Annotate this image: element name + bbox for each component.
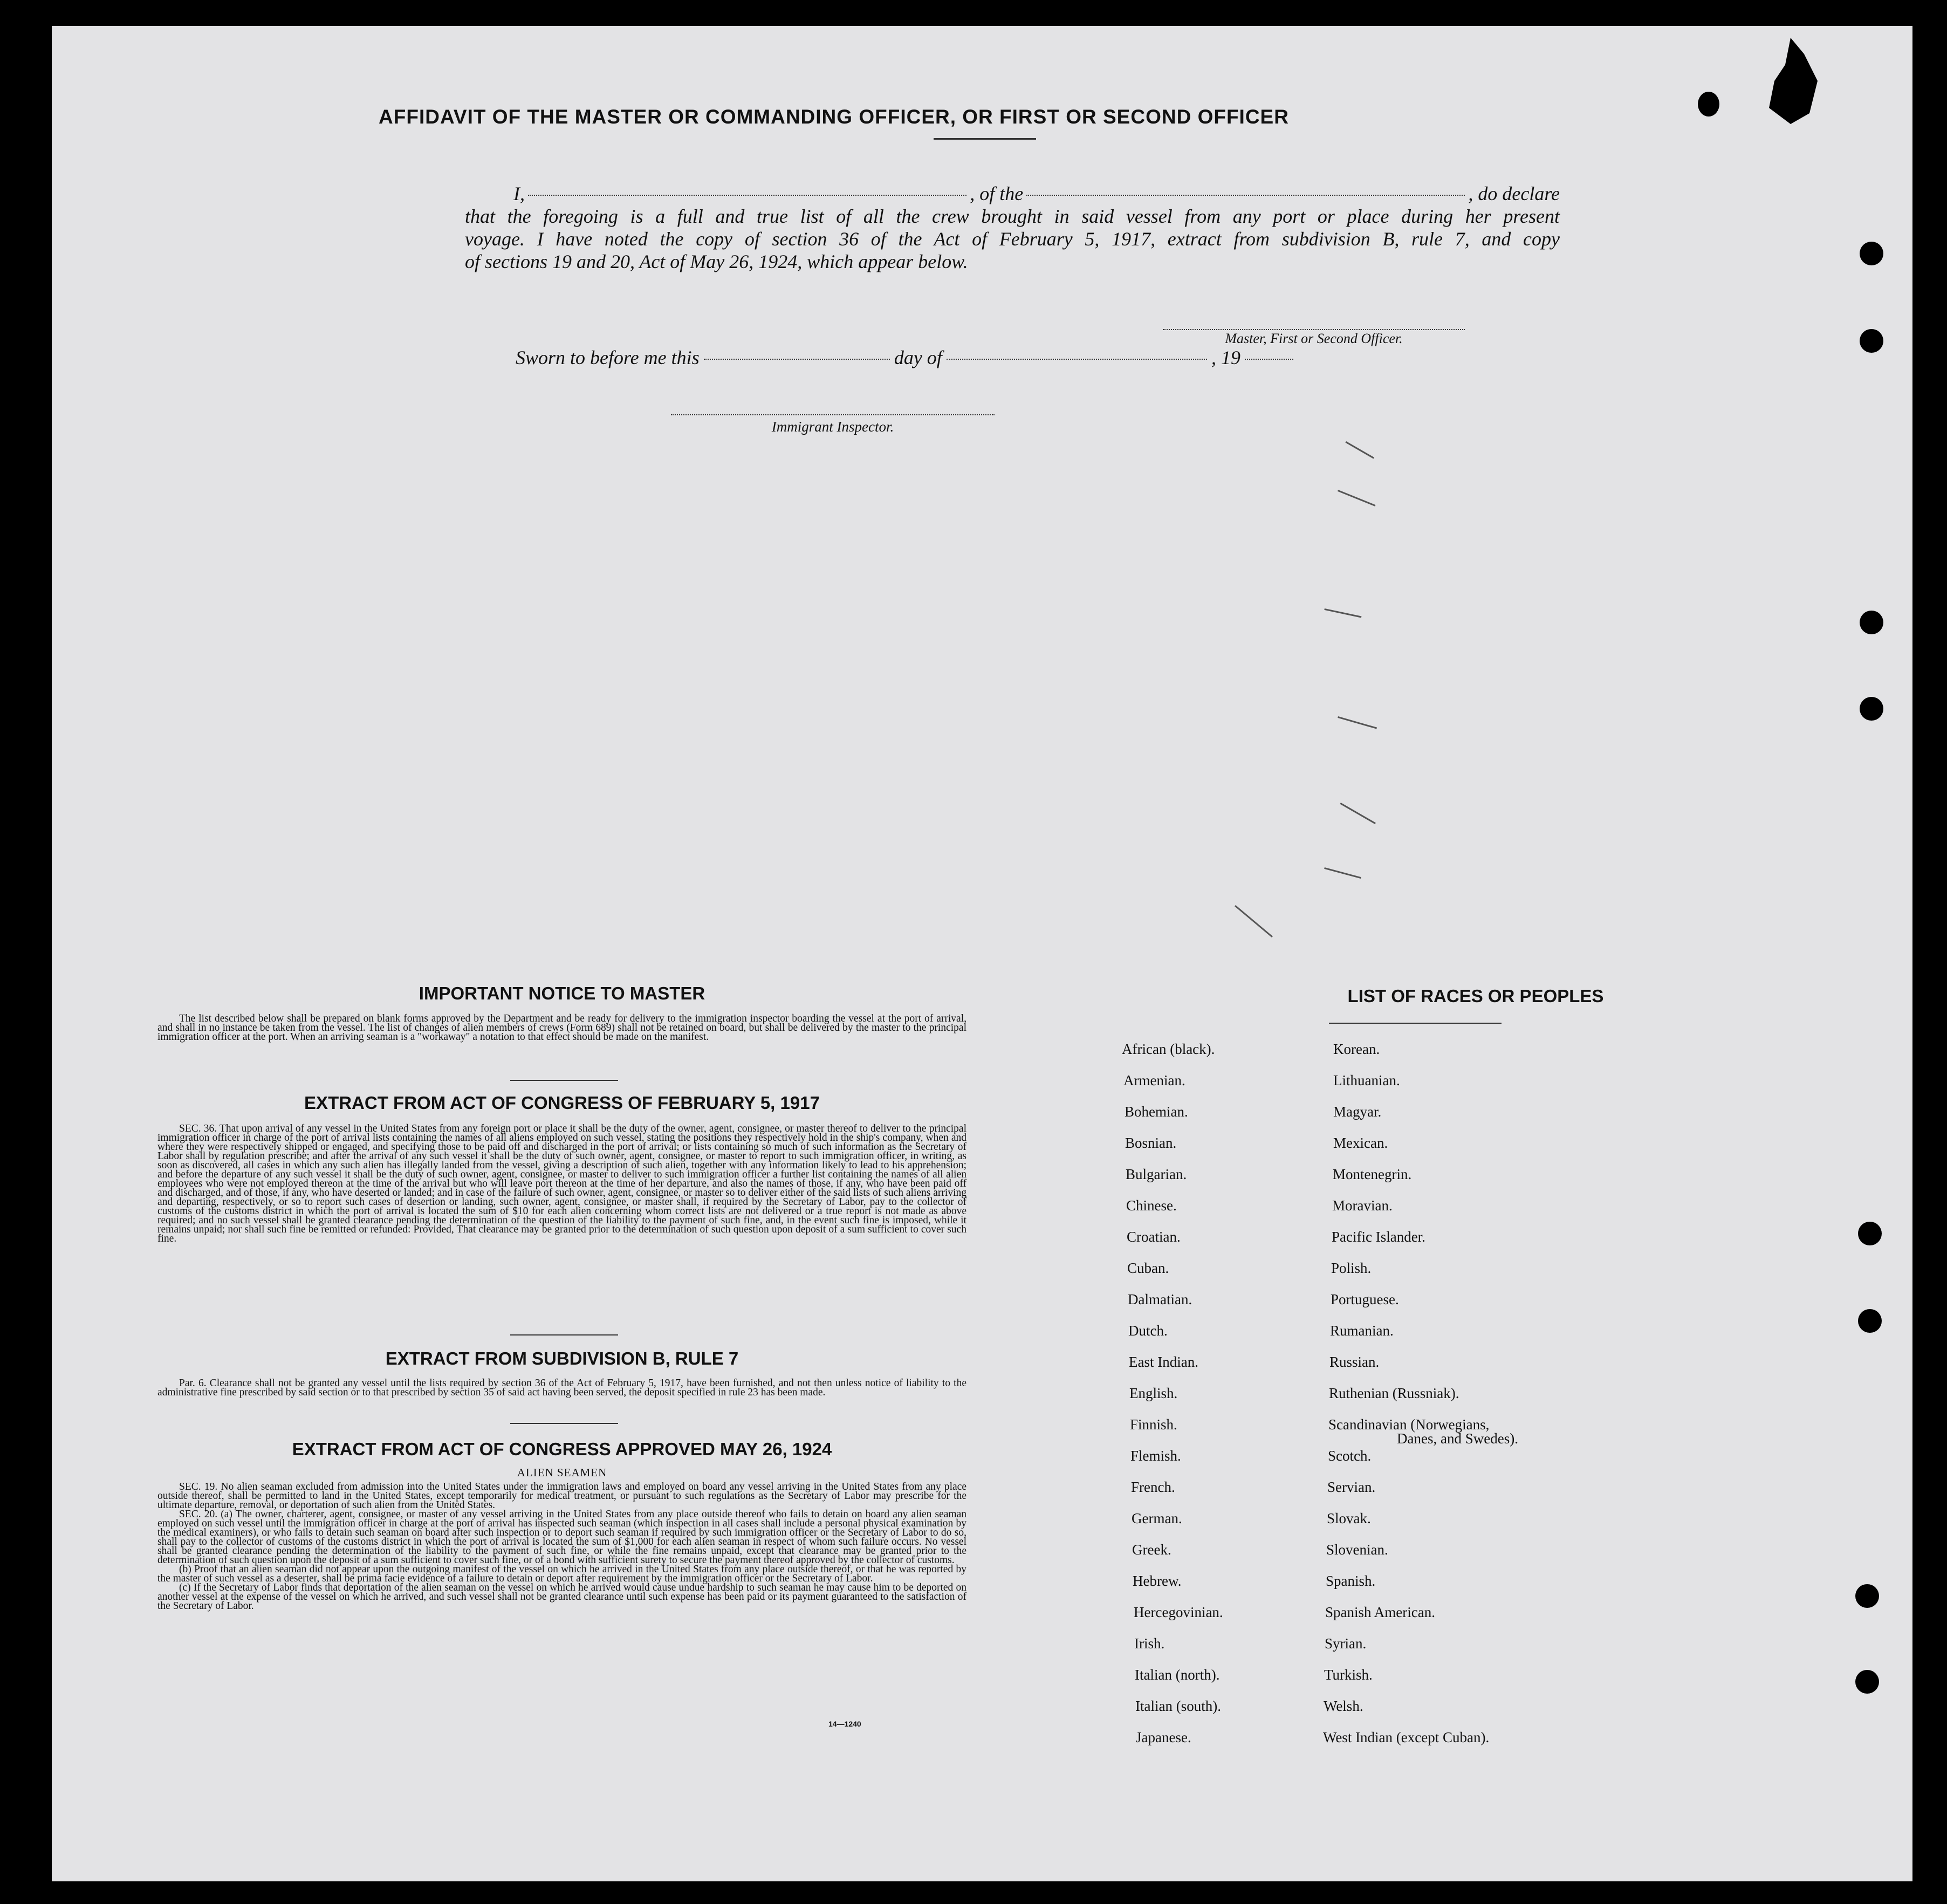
affidavit-line-2: that the foregoing is a full and true list of all the crew brought in said vessel from any port or place during her present [465, 206, 1560, 227]
punch-hole [1855, 1584, 1879, 1608]
punch-hole [1698, 92, 1719, 117]
race-item: Cuban. [1127, 1260, 1169, 1276]
race-item: African (black). [1122, 1041, 1215, 1057]
affidavit-of-the: , of the [970, 183, 1024, 204]
master-signature-label: Master, First or Second Officer. [1225, 331, 1403, 346]
document-sheet [52, 26, 1912, 1881]
affidavit-line-3: voyage. I have noted the copy of section 36 of the Act of February 5, 1917, extract from subdivision B, rule 7, and copy [465, 228, 1560, 250]
race-item: Korean. [1333, 1041, 1380, 1057]
race-item-continuation: Danes, and Swedes). [1397, 1430, 1518, 1447]
race-item: Italian (north). [1135, 1667, 1220, 1683]
pencil-mark [1338, 716, 1377, 729]
race-item: Syrian. [1325, 1635, 1367, 1652]
punch-hole [1860, 697, 1883, 721]
torn-corner [1758, 32, 1823, 129]
vessel-blank[interactable] [1026, 195, 1465, 196]
inspector-signature-line[interactable] [671, 414, 995, 415]
rule7-paragraph: Par. 6. Clearance shall not be granted any vessel until the lists required by section 36 of the Act of February 5, 1917, have been furnished, and not then unless notice of liability to the administrative fine prescribed by said section or to that prescribed by section 35 of said act having been served, the deposit specified in rule 23 has been made. [157, 1378, 966, 1398]
pencil-mark [1324, 608, 1361, 618]
race-item: Slovak. [1327, 1510, 1371, 1526]
races-title: LIST OF RACES OR PEOPLES [1347, 986, 1604, 1006]
punch-hole [1860, 329, 1883, 353]
affidavit-i: I, [513, 183, 525, 204]
rule7-title: EXTRACT FROM SUBDIVISION B, RULE 7 [385, 1348, 739, 1368]
race-item: Russian. [1329, 1354, 1380, 1370]
race-item: Spanish American. [1325, 1604, 1435, 1620]
section-20c-paragraph: (c) If the Secretary of Labor finds that deportation of the alien seaman on the vessel on which he arrived would cause undue hardship to such seaman he may cause him to be deported on another vessel at the expense of the vessel on which he arrived, and such vessel shall not be granted clearance until such expense has been paid or its payment guaranteed to the satisfaction of the Secretary of Labor. [157, 1582, 966, 1612]
inspector-signature-label: Immigrant Inspector. [771, 419, 894, 435]
race-item: Polish. [1331, 1260, 1372, 1276]
race-item: English. [1129, 1385, 1178, 1401]
section-36-paragraph: SEC. 36. That upon arrival of any vessel in the United States from any foreign port or place it shall be the duty of the owner, agent, consignee, or master thereof to deliver to the principal immigration officer in charge of the port of arrival lists containing the names of all aliens employed on such vessel, stating the positions they respectively hold in the ship's company, when and where they were respectively shipped or engaged, and specifying those to be paid off and discharged in the port of arrival; or lists containing so much of such information as the Secretary of Labor shall by regulation prescribe; and after the arrival of any such vessel it shall be the duty of such owner, agent, consignee, or master to report to such immigration officer, in writing, as soon as discovered, all cases in which any such alien has illegally landed from the vessel, giving a description of such alien, together with any information likely to lead to his apprehension; and before the departure of any such vessel it shall be the duty of such owner, agent, consignee, or master to deliver to such immigration officer a further list containing the names of all alien employees who were not employed thereon at the time of the arrival but who will leave port thereon at the time of her departure, and also the names of those, if any, who have been paid off and discharged, and of those, if any, who have deserted or landed; and in case of the failure of such owner, agent, consignee, or master so to deliver either of the said lists of such aliens arriving and departing, respectively, or so to report such cases of desertion or landing, such owner, agent, consignee, or master shall, if required by the Secretary of Labor, pay to the collector of customs of the customs district in which the port of arrival is located the sum of $10 for each alien concerning whom correct lists are not delivered or a true report is not made as above required; and no such vessel shall be granted clearance pending the determination of the question of the liability to the payment of such fine, and, in the event such fine is imposed, while it remains unpaid; nor shall such fine be remitted or refunded: Provided, That clearance may be granted prior to the determination of such question upon deposit of a sum sufficient to cover such fine. [157, 1123, 966, 1244]
sworn-year-prefix: , 19 [1211, 347, 1240, 368]
race-item: West Indian (except Cuban). [1323, 1729, 1490, 1745]
section-19-paragraph: SEC. 19. No alien seaman excluded from admission into the United States under the immigration laws and employed on board any vessel arriving in the United States from any place outside thereof, shall be permitted to land in the United States, except temporarily for medical treatment, or pursuant to such regulations as the Secretary of Labor may prescribe for the ultimate departure, removal, or deportation of such alien from the United States. [157, 1481, 966, 1511]
rule7-divider [510, 1423, 618, 1424]
race-item: Bosnian. [1125, 1135, 1177, 1151]
race-item: Scotch. [1328, 1448, 1372, 1464]
race-item: Servian. [1327, 1479, 1376, 1495]
act-1924-subtitle: ALIEN SEAMEN [517, 1466, 607, 1479]
sworn-day-of: day of [894, 347, 942, 368]
race-item: Mexican. [1333, 1135, 1388, 1151]
sworn-month-blank[interactable] [947, 359, 1207, 360]
race-item: Bulgarian. [1126, 1166, 1187, 1182]
rule7-body [157, 1379, 966, 1397]
notice-divider [510, 1080, 618, 1081]
race-item: Pacific Islander. [1332, 1229, 1425, 1245]
race-item: Finnish. [1130, 1416, 1177, 1433]
pencil-mark [1235, 905, 1273, 937]
race-item: Chinese. [1126, 1197, 1177, 1214]
act-1924-title: EXTRACT FROM ACT OF CONGRESS APPROVED MAY 26, 1924 [292, 1439, 832, 1459]
race-item: Portuguese. [1331, 1291, 1399, 1307]
race-item: Scandinavian (Norwegians, [1328, 1416, 1490, 1433]
race-item: Slovenian. [1326, 1542, 1388, 1558]
race-item: French. [1131, 1479, 1175, 1495]
act-1917-divider [510, 1334, 618, 1335]
race-item: Spanish. [1326, 1573, 1376, 1589]
race-item: Rumanian. [1330, 1323, 1394, 1339]
race-item: Ruthenian (Russniak). [1329, 1385, 1459, 1401]
pencil-mark [1324, 867, 1361, 879]
name-blank[interactable] [528, 195, 966, 196]
race-item: Magyar. [1333, 1104, 1382, 1120]
race-item: Bohemian. [1125, 1104, 1188, 1120]
race-item: Flemish. [1130, 1448, 1181, 1464]
race-item: Lithuanian. [1333, 1072, 1400, 1088]
act-1917-body [157, 1124, 966, 1243]
master-signature-line[interactable] [1163, 329, 1465, 330]
pencil-mark [1338, 490, 1376, 506]
section-20a-paragraph: SEC. 20. (a) The owner, charterer, agent, consignee, or master of any vessel arriving in the United States from any place outside thereof who fails to detain on board any alien seaman employed on such vessel until the immigration officer in charge at the port of arrival has inspected such seaman (which inspection in all cases shall include a personal physical examination by the medical examiners), or who fails to detain such seaman on board after such inspection or to deport such seaman if required by such immigration officer or the Secretary of Labor to do so, shall pay to the collector of customs of the customs district in which the port of arrival is located the sum of $1,000 for each alien seaman in respect of whom such failure occurs. No vessel shall be granted clearance pending the determination of the liability to the payment of such fine, or while the fine remains unpaid, except that clearance may be granted prior to the determination of such question upon the deposit of a sum sufficient to cover such fine, or of a bond with sufficient surety to secure the payment thereof approved by the collector of customs. [157, 1509, 966, 1566]
race-item: Dutch. [1128, 1323, 1168, 1339]
race-item: Croatian. [1127, 1229, 1181, 1245]
race-item: German. [1132, 1510, 1182, 1526]
notice-paragraph: The list described below shall be prepared on blank forms approved by the Department and be ready for delivery to the immigration inspector boarding the vessel at the port of arrival, and shall in no instance be taken from the vessel. The list of changes of alien members of crews (Form 689) shall not be retained on board, but shall be delivered by the master to the principal immigration officer at the port. When an arriving seaman is a "workaway" a notation to that effect should be made on the manifest. [157, 1013, 966, 1043]
notice-title: IMPORTANT NOTICE TO MASTER [419, 983, 705, 1003]
races-divider [1329, 1023, 1502, 1024]
punch-hole [1855, 1670, 1879, 1694]
punch-hole [1858, 1222, 1882, 1245]
sworn-row [516, 346, 1298, 369]
race-item: Hercegovinian. [1134, 1604, 1223, 1620]
affidavit-title: AFFIDAVIT OF THE MASTER OR COMMANDING OFFICER, OR FIRST OR SECOND OFFICER [379, 106, 1289, 128]
punch-hole [1860, 242, 1883, 265]
race-item: Welsh. [1324, 1698, 1363, 1714]
sworn-year-blank[interactable] [1245, 359, 1293, 360]
race-item: Hebrew. [1133, 1573, 1182, 1589]
race-item: Irish. [1134, 1635, 1165, 1652]
act-1917-title: EXTRACT FROM ACT OF CONGRESS OF FEBRUARY 5, 1917 [304, 1093, 820, 1113]
sworn-prefix: Sworn to before me this [516, 347, 700, 368]
act-1924-body [157, 1482, 966, 1611]
race-item: Japanese. [1136, 1729, 1191, 1745]
race-item: Montenegrin. [1333, 1166, 1412, 1182]
section-20b-paragraph: (b) Proof that an alien seaman did not appear upon the outgoing manifest of the vessel on which he arrived in the United States from any place outside thereof, or that he was reported by the master of such vessel as a deserter, shall be prima facie evidence of a failure to detain or deport after requirement by the immigration officer or the Secretary of Labor. [157, 1564, 966, 1584]
affidavit-line-4: of sections 19 and 20, Act of May 26, 1924, which appear below. [465, 251, 968, 272]
affidavit-do-declare: , do declare [1468, 183, 1560, 204]
pencil-mark [1346, 441, 1374, 459]
punch-hole [1858, 1309, 1882, 1333]
title-divider [934, 138, 1036, 140]
race-item: Dalmatian. [1128, 1291, 1192, 1307]
race-item: East Indian. [1129, 1354, 1198, 1370]
race-item: Italian (south). [1135, 1698, 1221, 1714]
sworn-day-blank[interactable] [704, 359, 890, 360]
pencil-mark [1340, 803, 1376, 824]
race-item: Moravian. [1332, 1197, 1393, 1214]
affidavit-body [465, 182, 1560, 273]
punch-hole [1860, 611, 1883, 634]
form-number: 14—1240 [828, 1720, 861, 1728]
notice-body [157, 1014, 966, 1042]
race-item: Greek. [1132, 1542, 1171, 1558]
race-item: Armenian. [1123, 1072, 1185, 1088]
race-item: Turkish. [1324, 1667, 1373, 1683]
